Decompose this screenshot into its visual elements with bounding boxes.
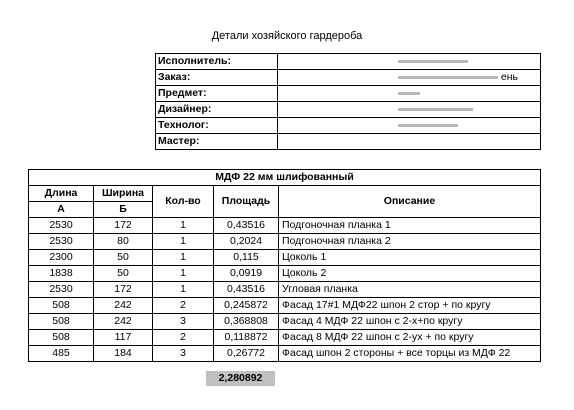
cell-desc: Цоколь 1 [279, 250, 541, 266]
cell-area: 0,115 [214, 250, 279, 266]
cell-length: 2530 [29, 282, 94, 298]
cell-qty: 1 [153, 282, 214, 298]
cell-desc: Цоколь 2 [279, 266, 541, 282]
item-label: Предмет: [156, 86, 278, 102]
cell-area: 0,118872 [214, 330, 279, 346]
redacted-mark [398, 108, 473, 111]
cell-width: 184 [94, 346, 153, 362]
cell-width: 80 [94, 234, 153, 250]
cell-qty: 1 [153, 250, 214, 266]
header-row-top [29, 186, 541, 202]
table-row [29, 234, 541, 250]
cell-width: 50 [94, 266, 153, 282]
table-row [29, 314, 541, 330]
cell-desc: Угловая планка [279, 282, 541, 298]
table-row [29, 298, 541, 314]
cell-qty: 1 [153, 266, 214, 282]
header-desc: Описание [279, 186, 541, 218]
info-row-order [156, 70, 541, 86]
header-qty: Кол-во [153, 186, 214, 218]
cell-qty: 2 [153, 330, 214, 346]
cell-desc: Подгоночная планка 2 [279, 234, 541, 250]
section-title: МДФ 22 мм шлифованный [29, 170, 541, 186]
executor-value [278, 54, 541, 70]
master-label: Мастер: [156, 134, 278, 150]
technologist-value [278, 118, 541, 134]
header-length: Длина [29, 186, 94, 202]
item-value [278, 86, 541, 102]
cell-desc: Фасад 17#1 МДФ22 шпон 2 стор + по кругу [279, 298, 541, 314]
cell-area: 0,368808 [214, 314, 279, 330]
redacted-mark [398, 92, 420, 95]
cell-qty: 1 [153, 234, 214, 250]
document-title: Детали хозяйского гардероба [211, 30, 363, 42]
cell-desc: Фасад 8 МДФ 22 шпон с 2-ух + по кругу [279, 330, 541, 346]
cell-qty: 2 [153, 298, 214, 314]
header-area: Площадь [214, 186, 279, 218]
table-row [29, 218, 541, 234]
technologist-label: Технолог: [156, 118, 278, 134]
cell-width: 242 [94, 298, 153, 314]
table-row [29, 282, 541, 298]
cell-desc: Фасад 4 МДФ 22 шпон с 2-х+по кругу [279, 314, 541, 330]
header-width: Ширина [94, 186, 153, 202]
cell-width: 172 [94, 218, 153, 234]
table-row [29, 330, 541, 346]
info-row-item [156, 86, 541, 102]
cell-length: 508 [29, 314, 94, 330]
cell-area: 0,245872 [214, 298, 279, 314]
info-row-technologist [156, 118, 541, 134]
cell-length: 2530 [29, 218, 94, 234]
order-value [278, 70, 541, 86]
cell-area: 0,26772 [214, 346, 279, 362]
header-width-sub: Б [94, 202, 153, 218]
cell-area: 0,2024 [214, 234, 279, 250]
info-row-executor [156, 54, 541, 70]
cell-length: 508 [29, 298, 94, 314]
cell-qty: 3 [153, 346, 214, 362]
master-value [278, 134, 541, 150]
cell-qty: 1 [153, 218, 214, 234]
cell-area: 0,43516 [214, 218, 279, 234]
order-info-table [155, 53, 541, 150]
cell-width: 172 [94, 282, 153, 298]
order-label: Заказ: [156, 70, 278, 86]
cell-length: 2300 [29, 250, 94, 266]
cell-length: 1838 [29, 266, 94, 282]
section-header-row [29, 170, 541, 186]
cell-length: 2530 [29, 234, 94, 250]
designer-label: Дизайнер: [156, 102, 278, 118]
cell-area: 0,43516 [214, 282, 279, 298]
cell-length: 485 [29, 346, 94, 362]
cell-width: 117 [94, 330, 153, 346]
cell-width: 50 [94, 250, 153, 266]
redacted-mark [398, 124, 458, 127]
cell-area: 0,0919 [214, 266, 279, 282]
parts-table [28, 169, 541, 362]
order-value-suffix: ень [500, 71, 519, 84]
cell-desc: Фасад шпон 2 стороны + все торцы из МДФ 22 [279, 346, 541, 362]
area-total: 2,280892 [206, 371, 275, 386]
info-row-master [156, 134, 541, 150]
cell-qty: 3 [153, 314, 214, 330]
cell-desc: Подгоночная планка 1 [279, 218, 541, 234]
table-row [29, 266, 541, 282]
redacted-mark [398, 60, 468, 63]
table-row [29, 346, 541, 362]
executor-label: Исполнитель: [156, 54, 278, 70]
redacted-mark [398, 76, 498, 79]
designer-value [278, 102, 541, 118]
header-length-sub: А [29, 202, 94, 218]
table-row [29, 250, 541, 266]
info-row-designer [156, 102, 541, 118]
cell-width: 242 [94, 314, 153, 330]
cell-length: 508 [29, 330, 94, 346]
